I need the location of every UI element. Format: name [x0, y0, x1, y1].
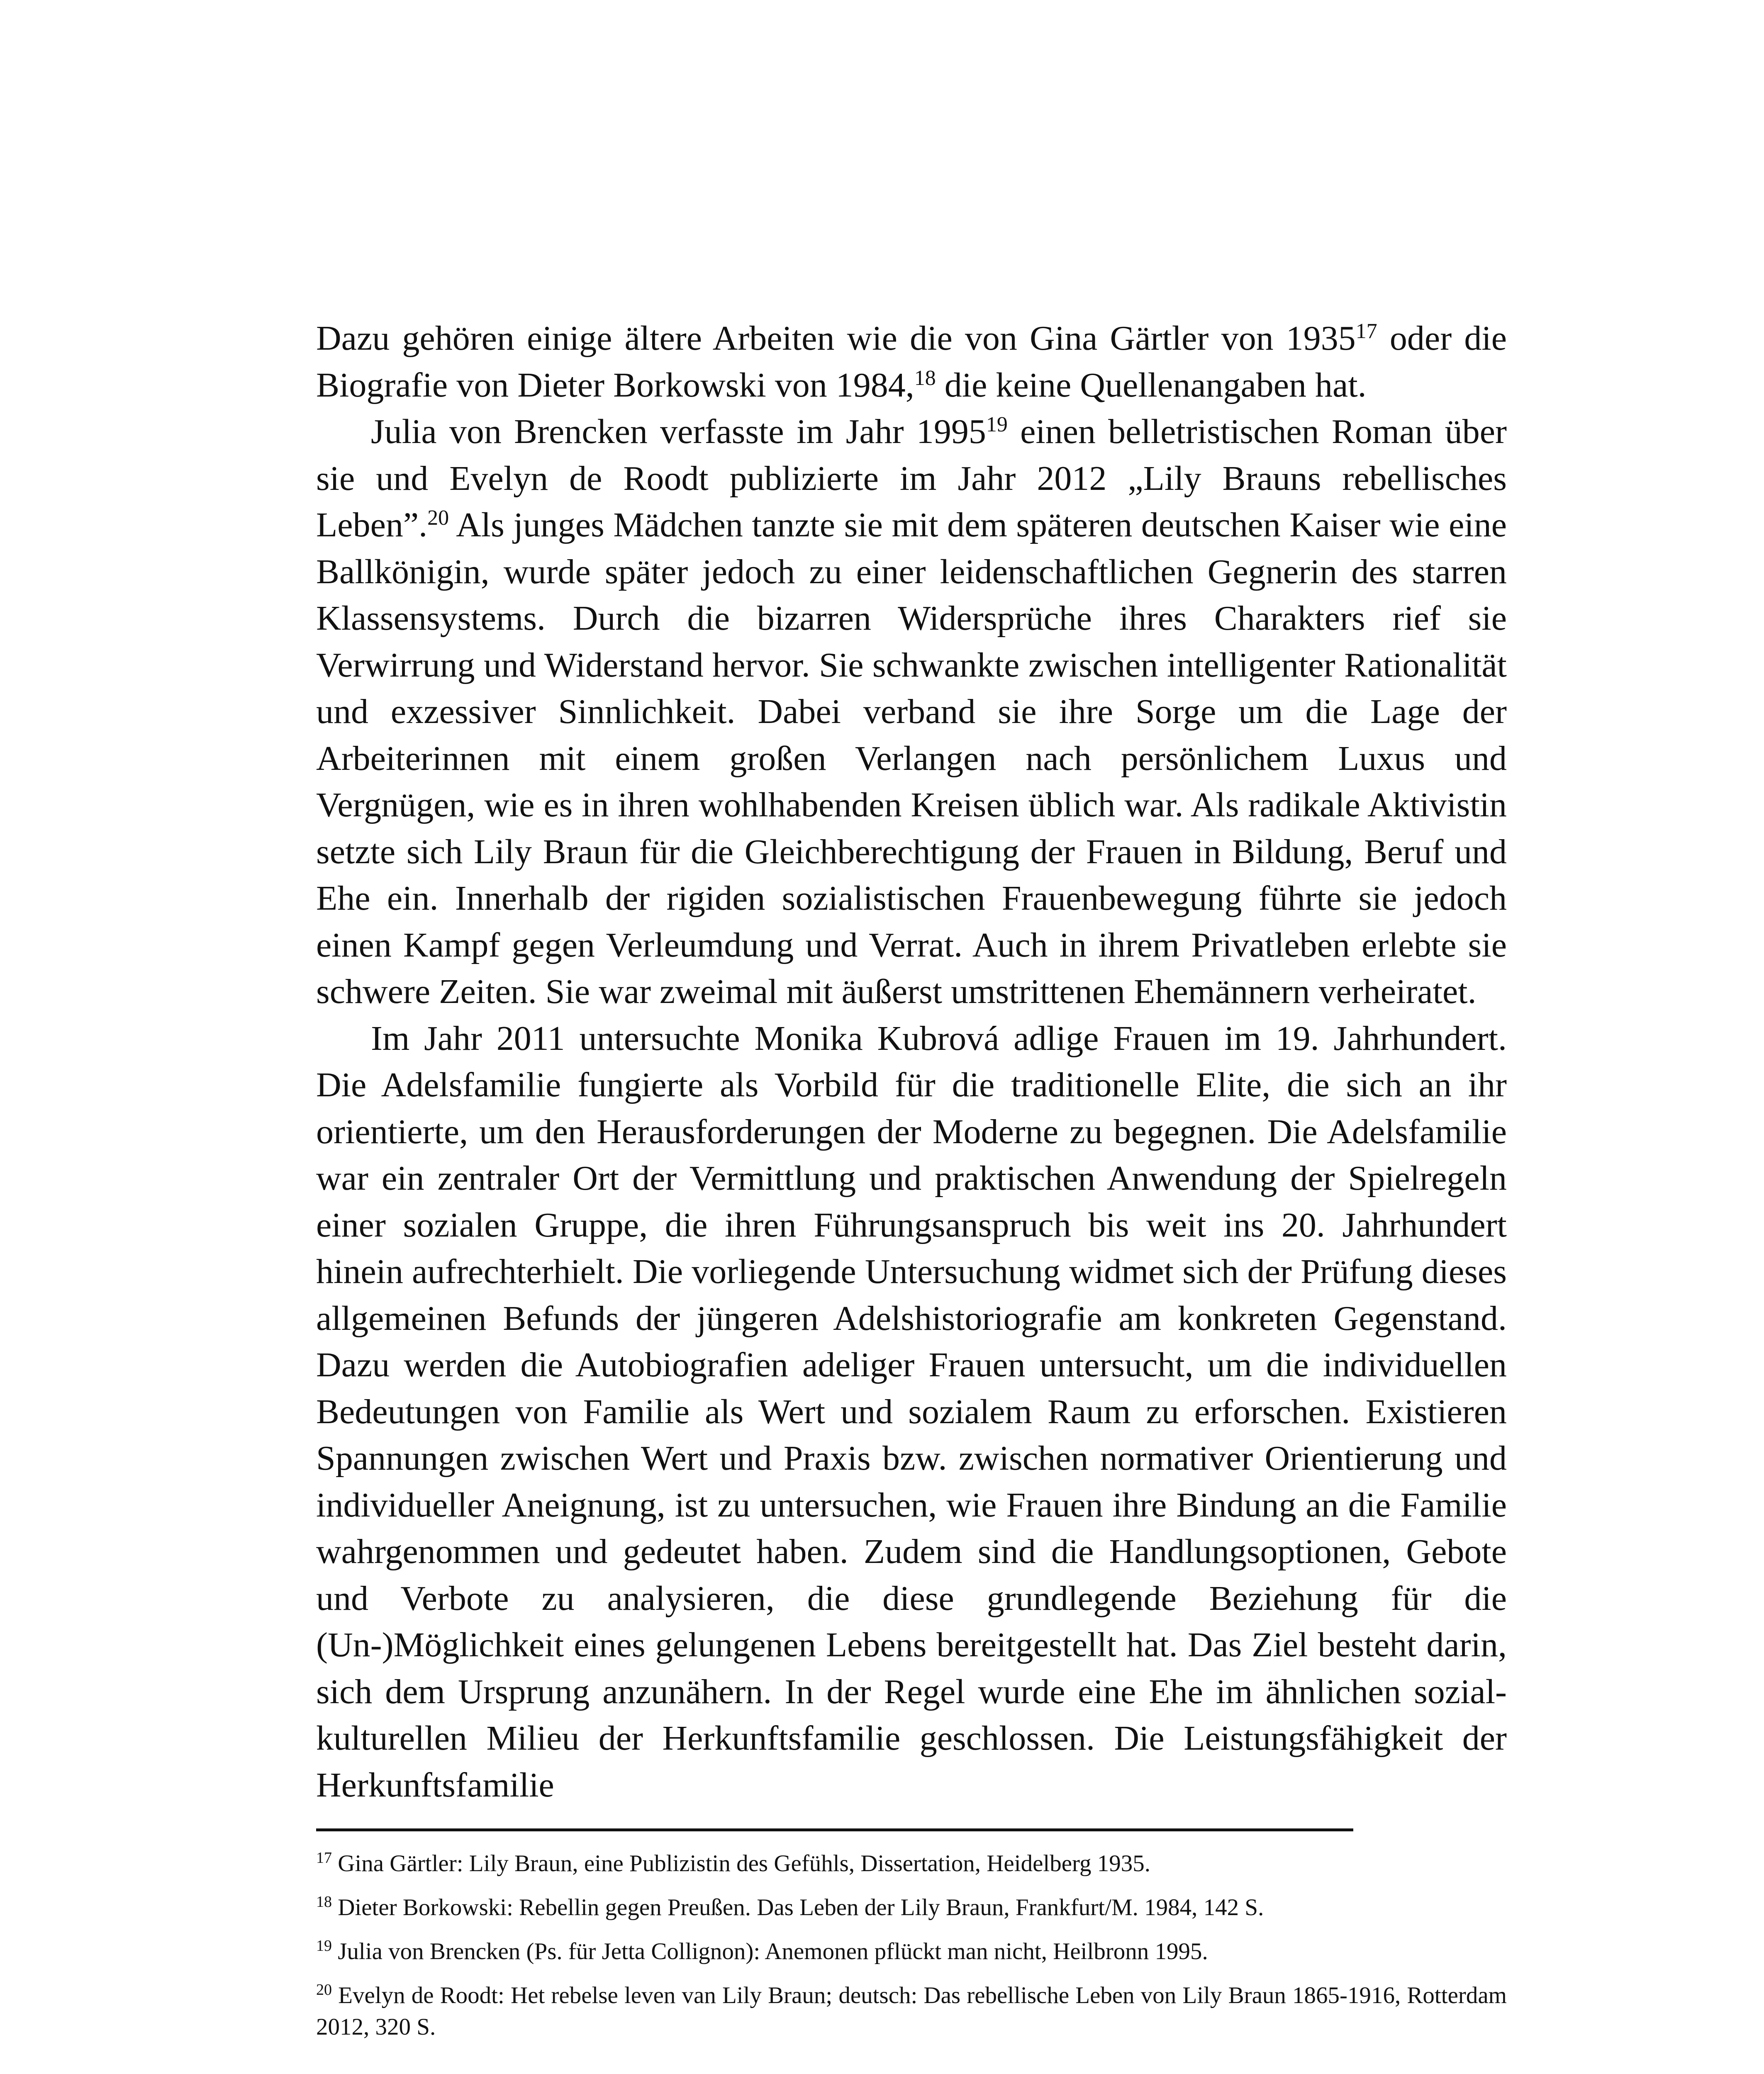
paragraph-1-text-c: die keine Quellenangaben hat. [936, 365, 1367, 404]
paragraph-2 [316, 409, 1507, 1015]
paragraph-2-text-a: Julia von Brencken verfasste im Jahr 1995 [371, 412, 986, 451]
footnote-20 [316, 1980, 1507, 2043]
paragraph-2-text-b: einen belletristischen Roman über sie und Evelyn de Roodt publizierte im Jahr 2012 „Lily Brauns rebellisches Leben”. [316, 412, 1507, 544]
footnote-text: Julia von Brencken (Ps. für Jetta Collignon): Anemonen pflückt man nicht, Heilbronn 1995. [332, 1938, 1208, 1964]
footnote-18 [316, 1892, 1507, 1923]
footnote-ref-19[interactable]: 19 [986, 413, 1008, 436]
paragraph-3: Im Jahr 2011 untersuchte Monika Kubrová adlige Frauen im 19. Jahrhundert. Die Adelsfamilie fungierte als Vorbild für die traditionelle Elite, die sich an ihr orientierte, um den Herausforderungen der Moderne zu begegnen. Die Adelsfamilie war ein zentraler Ort der Vermittlung und praktischen Anwendung der Spielregeln einer sozialen Gruppe, die ihren Führungsanspruch bis weit ins 20. Jahrhundert hinein aufrechterhielt. Die vorliegende Untersuchung widmet sich der Prüfung dieses allgemeinen Befunds der jüngeren Adelshistoriografie am konkreten Gegenstand. Dazu werden die Autobiografien adeliger Frauen untersucht, um die individuellen Bedeutungen von Familie als Wert und sozialem Raum zu erforschen. Existieren Spannungen zwischen Wert und Praxis bzw. zwischen normativer Orientierung und individueller Aneignung, ist zu untersuchen, wie Frauen ihre Bindung an die Familie wahrgenommen und gedeutet haben. Zudem sind die Handlungsoptionen, Gebote und Verbote zu analysieren, die diese grundlegende Beziehung für die (Un-)Möglichkeit eines gelungenen Lebens bereitgestellt hat. Das Ziel besteht darin, sich dem Ursprung anzunähern. In der Regel wurde eine Ehe im ähnlichen sozial-kulturellen Milieu der Herkunftsfamilie geschlossen. Die Leistungsfähigkeit der Herkunftsfamilie [316, 1019, 1507, 1804]
footnote-text: Dieter Borkowski: Rebellin gegen Preußen. Das Leben der Lily Braun, Frankfurt/M. 1984, 142 S. [332, 1894, 1264, 1921]
footnote-text: Evelyn de Roodt: Het rebelse leven van Lily Braun; deutsch: Das rebellische Leben von Lily Braun 1865-1916, Rotterdam 2012, 320 S. [316, 1982, 1507, 2040]
footnotes [316, 1848, 1507, 2055]
footnote-ref-20[interactable]: 20 [427, 506, 449, 530]
paragraph-1-text-a: Dazu gehören einige ältere Arbeiten wie die von Gina Gärtler von 1935 [316, 319, 1356, 358]
footnote-separator [316, 1828, 1353, 1831]
paragraph-2-text-c: Als junges Mädchen tanzte sie mit dem späteren deutschen Kaiser wie eine Ballkönigin, wurde später jedoch zu einer leidenschaftlichen Gegnerin des starren Klassensystems. Durch die bizarren Widersprüche ihres Charakters rief sie Verwirrung und Widerstand hervor. Sie schwankte zwischen intelligenter Rationalität und exzessiver Sinnlichkeit. Dabei verband sie ihre Sorge um die Lage der Arbeiterinnen mit einem großen Verlangen nach persönlichem Luxus und Vergnügen, wie es in ihren wohlhabenden Kreisen üblich war. Als radikale Aktivistin setzte sich Lily Braun für die Gleichberechtigung der Frauen in Bildung, Beruf und Ehe ein. Innerhalb der rigiden sozialistischen Frauenbewegung führte sie jedoch einen Kampf gegen Verleumdung und Verrat. Auch in ihrem Privatleben erlebte sie schwere Zeiten. Sie war zweimal mit äußerst umstrittenen Ehemännern verheiratet. [316, 506, 1507, 1011]
footnote-17 [316, 1848, 1507, 1879]
footnote-19 [316, 1936, 1507, 1967]
main-text [316, 315, 1507, 1809]
footnote-number: 18 [316, 1893, 332, 1911]
footnote-number: 19 [316, 1937, 332, 1955]
footnote-number: 17 [316, 1849, 332, 1867]
paragraph-1 [316, 315, 1507, 409]
footnote-text: Gina Gärtler: Lily Braun, eine Publizistin des Gefühls, Dissertation, Heidelberg 1935. [332, 1850, 1150, 1877]
paragraph-1-text-b: oder die Biografie von Dieter Borkowski von 1984, [316, 319, 1507, 404]
footnote-number: 20 [316, 1981, 332, 1999]
footnote-ref-18[interactable]: 18 [914, 366, 936, 390]
footnote-ref-17[interactable]: 17 [1355, 319, 1377, 343]
